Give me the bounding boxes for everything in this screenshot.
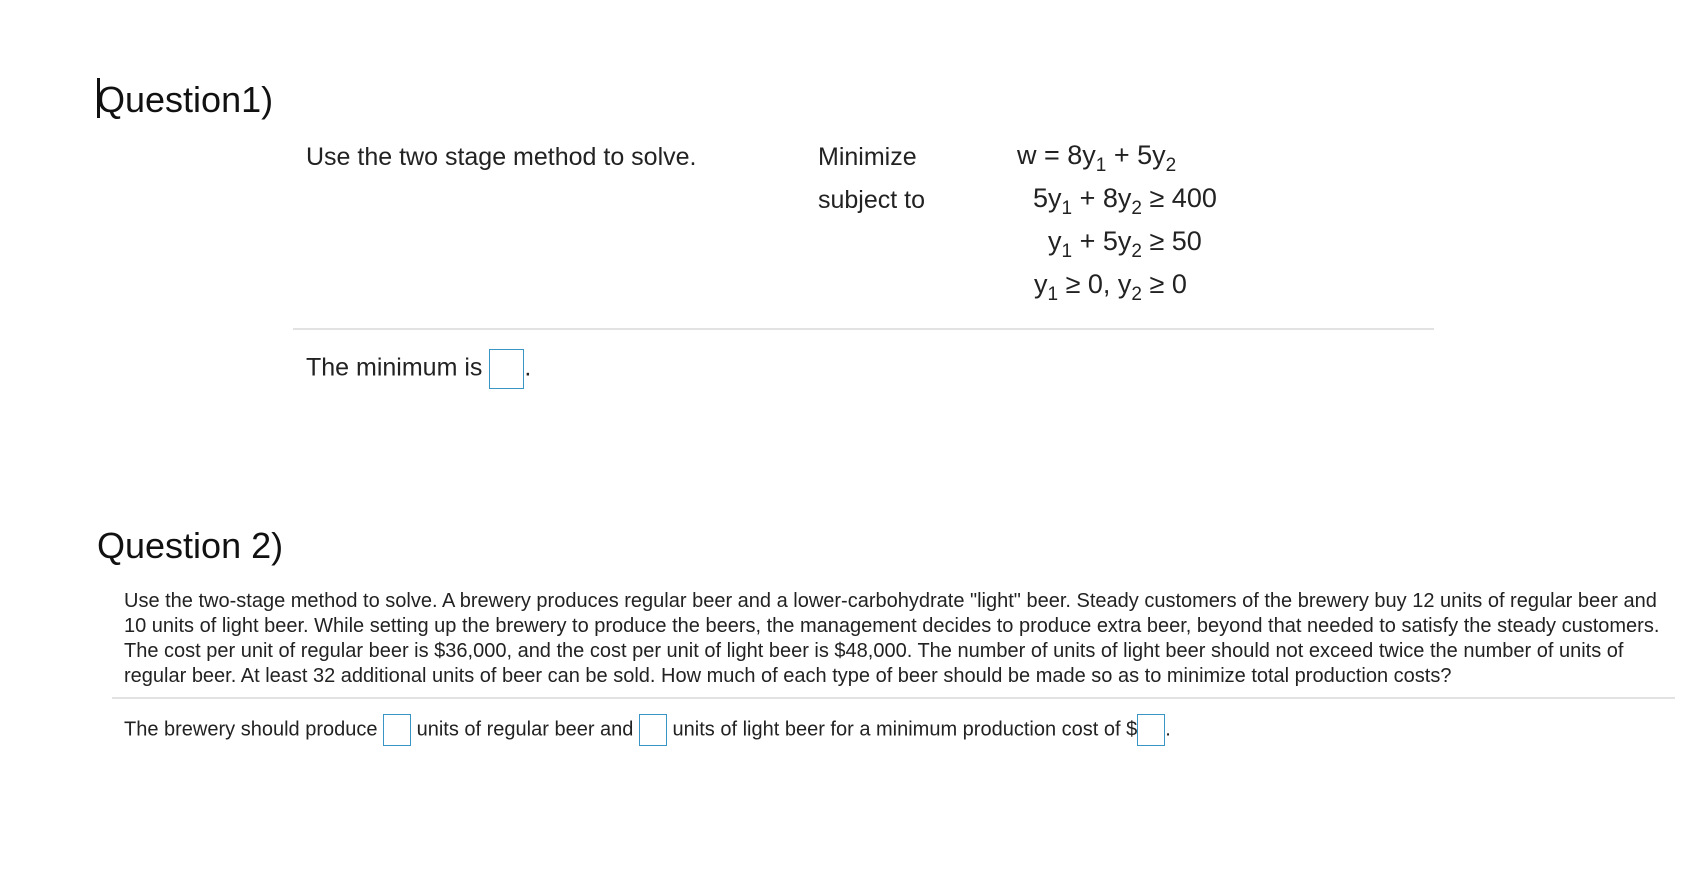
- constraint-2: $y_1 + 5y_2 \ge 50$: [1048, 226, 1202, 262]
- question-1-divider: [293, 328, 1434, 330]
- regular-beer-input[interactable]: [383, 714, 411, 746]
- light-beer-input[interactable]: [639, 714, 667, 746]
- objective-function: $w = 8y_1 + 5y_2$: [1017, 140, 1177, 176]
- question-2-heading: Question 2): [97, 525, 284, 566]
- question-2-answer-line: The brewery should produce units of regular beer and units of light beer for a minimum production cost of $ .: [124, 714, 1171, 746]
- question-1-heading: Question1): [97, 79, 274, 120]
- question-1-answer-line: [306, 349, 531, 389]
- question-2-divider: [112, 697, 1675, 699]
- minimize-label: Minimize: [818, 143, 917, 171]
- subject-to-label: subject to: [818, 186, 926, 214]
- question-1-instruction: Use the two stage method to solve.: [306, 143, 697, 171]
- minimum-answer-input[interactable]: [489, 349, 524, 389]
- constraint-1: $5y_1 + 8y_2 \ge 400$: [1033, 183, 1217, 219]
- minimum-cost-input[interactable]: [1137, 714, 1165, 746]
- question-2-problem-text: Use the two-stage method to solve. A brewery produces regular beer and a lower-carbohydrate "light" beer. Steady customers of the brewery buy 12 units of regular beer and 10 units of light beer. While setting up the brewery to produce the beers, the management decides to produce extra beer, beyond that needed to satisfy the steady customers. The cost per unit of regular beer is $36,000, and the cost per unit of light beer is $48,000. The number of units of light beer should not exceed twice the number of units of regular beer. At least 32 additional units of beer can be sold. How much of each type of beer should be made so as to minimize total production costs?: [124, 590, 1660, 687]
- answer-suffix: .: [524, 353, 532, 382]
- constraint-nonnegativity: $y_1 \ge 0$, $y_2 \ge 0$: [1034, 269, 1187, 305]
- answer-prefix: The minimum is: [306, 353, 483, 382]
